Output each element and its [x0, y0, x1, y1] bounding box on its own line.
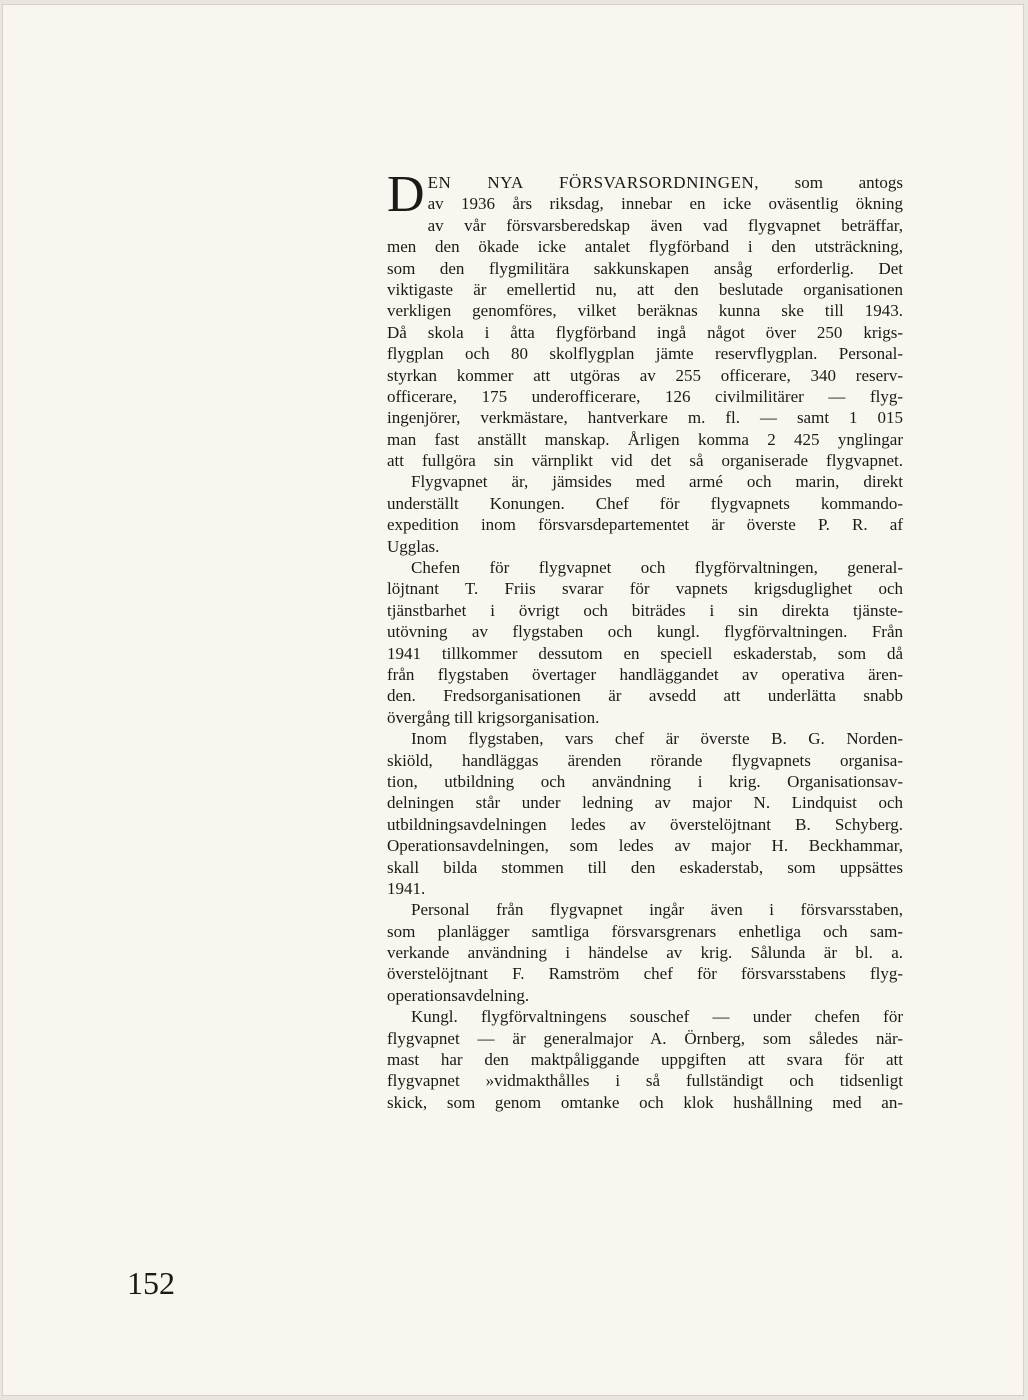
article-body — [387, 166, 903, 1113]
text-line: Flygvapnet är, jämsides med armé och marin, direkt — [411, 472, 903, 492]
text-line: överstelöjtnant F. Ramström chef för försvarsstabens flyg- — [387, 964, 903, 984]
text-line: verkande användning i händelse av krig. Sålunda är bl. a. — [387, 943, 903, 963]
drop-cap: D — [387, 166, 425, 223]
text-line: tjänstbarhet i övrigt och biträdes i sin direkta tjänste- — [387, 600, 903, 620]
book-page — [2, 4, 1024, 1396]
text-line: utbildningsavdelningen ledes av överstelöjtnant B. Schyberg. — [387, 814, 903, 834]
text-line: Kungl. flygförvaltningens souschef — under chefen för — [411, 1007, 903, 1027]
text-line: operationsavdelning. — [387, 985, 530, 1005]
text-line: av vår försvarsberedskap även vad flygvapnet beträffar, — [427, 215, 903, 235]
text-line: Chefen för flygvapnet och flygförvaltningen, general- — [411, 558, 903, 578]
text-line: expedition inom försvarsdepartementet är överste P. R. af — [387, 515, 903, 535]
text-line: man fast anställt manskap. Årligen komma 2 425 ynglingar — [387, 429, 903, 449]
text-line: 1941. — [387, 878, 426, 898]
text-line: Operationsavdelningen, som ledes av major H. Beckhammar, — [387, 836, 903, 856]
text-line: Ugglas. — [387, 536, 440, 556]
text-line: styrkan kommer att utgöras av 255 officerare, 340 reserv- — [387, 365, 903, 385]
text-line: viktigaste är emellertid nu, att den beslutade organisationen — [387, 279, 903, 299]
text-line: skiöld, handläggas ärenden rörande flygvapnets organisa- — [387, 750, 903, 770]
text-line: flygplan och 80 skolflygplan jämte reservflygplan. Personal- — [387, 344, 903, 364]
text-line: som den flygmilitära sakkunskapen ansåg erforderlig. Det — [387, 258, 903, 278]
text-line: mast har den maktpåliggande uppgiften att svara för att — [387, 1050, 903, 1070]
text-line: flygvapnet »vidmakthålles i så fullständigt och tidsenligt — [387, 1071, 903, 1091]
text-line: övergång till krigsorganisation. — [387, 707, 600, 727]
text-line: ingenjörer, verkmästare, hantverkare m. fl. — samt 1 015 — [387, 408, 903, 428]
text-line: underställt Konungen. Chef för flygvapnets kommando- — [387, 493, 903, 513]
text-line: Inom flygstaben, vars chef är överste B. G. Norden- — [411, 729, 903, 749]
text-line: delningen står under ledning av major N. Lindquist och — [387, 793, 903, 813]
text-line: flygvapnet — är generalmajor A. Örnberg, som således när- — [387, 1028, 903, 1048]
text-line: Då skola i åtta flygförband ingå något över 250 krigs- — [387, 322, 903, 342]
text-line: den. Fredsorganisationen är avsedd att underlätta snabb — [387, 686, 903, 706]
text-line: EN NYA FÖRSVARSORDNINGEN, som antogs — [427, 173, 903, 192]
text-line: av 1936 års riksdag, innebar en icke oväsentlig ökning — [427, 194, 903, 214]
text-line: som planlägger samtliga försvarsgrenars enhetliga och sam- — [387, 921, 903, 941]
text-line: att fullgöra sin värnplikt vid det så organiserade flygvapnet. — [387, 451, 903, 471]
text-line: Personal från flygvapnet ingår även i försvarsstaben, — [411, 900, 903, 920]
lead-caps: EN NYA FÖRSVARSORDNINGEN, — [427, 173, 759, 192]
text-line: skall bilda stommen till den eskaderstab, som uppsättes — [387, 857, 903, 877]
text-line: 1941 tillkommer dessutom en speciell eskaderstab, som då — [387, 643, 903, 663]
text-line: verkligen genomföres, vilket beräknas kunna ske till 1943. — [387, 301, 903, 321]
text-line: från flygstaben övertager handläggandet av operativa ären- — [387, 664, 903, 684]
text-line: löjtnant T. Friis svarar för vapnets krigsduglighet och — [387, 579, 903, 599]
text-line: men den ökade icke antalet flygförband i den utsträckning, — [387, 237, 903, 257]
text-line: tion, utbildning och användning i krig. Organisationsav- — [387, 771, 903, 791]
text-line: skick, som genom omtanke och klok hushållning med an- — [387, 1092, 903, 1112]
page-number: 152 — [127, 1265, 175, 1301]
text-line: officerare, 175 underofficerare, 126 civilmilitärer — flyg- — [387, 386, 903, 406]
text-line: utövning av flygstaben och kungl. flygförvaltningen. Från — [387, 622, 903, 642]
